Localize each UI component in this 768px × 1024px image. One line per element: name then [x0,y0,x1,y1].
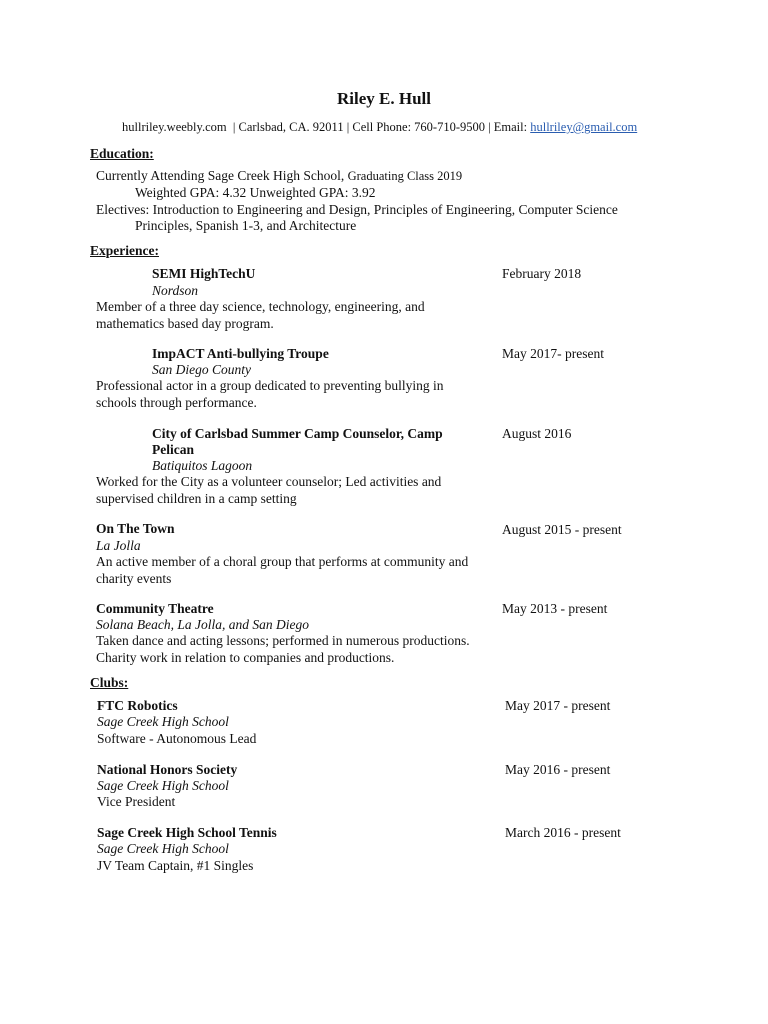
resume-name: Riley E. Hull [337,89,431,108]
education-electives-1: Electives: Introduction to Engineering and Design, Principles of Engineering, Computer Science [96,202,618,217]
phone-label: Cell Phone: [352,120,412,134]
experience-heading: Experience: [90,243,159,258]
experience-date: August 2016 [502,426,572,441]
experience-desc: Charity work in relation to companies and productions. [96,650,395,665]
experience-date: May 2013 - present [502,601,608,616]
club-title: National Honors Society [97,762,238,777]
experience-date: August 2015 - present [502,522,622,537]
experience-date: May 2017- present [502,346,604,361]
experience-desc: charity events [96,571,172,586]
education-electives-2: Principles, Spanish 1-3, and Architecture [135,218,357,233]
website-text: hullriley.weebly.com [122,120,227,134]
club-role: Vice President [97,794,176,809]
experience-title: SEMI HighTechU [152,266,256,281]
club-date: March 2016 - present [505,825,621,840]
email-label: Email: [493,120,528,134]
education-gpa: Weighted GPA: 4.32 Unweighted GPA: 3.92 [135,185,376,200]
experience-title: City of Carlsbad Summer Camp Counselor, Camp [152,426,443,441]
experience-desc: Member of a three day science, technology, engineering, and [96,299,425,314]
clubs-heading: Clubs: [90,675,129,690]
experience-title: On The Town [96,521,175,536]
experience-title: Community Theatre [96,601,214,616]
club-title: Sage Creek High School Tennis [97,825,277,840]
phone-text: 760-710-9500 [414,120,485,134]
education-school-text: Currently Attending Sage Creek High School, [96,168,345,183]
club-org: Sage Creek High School [97,841,229,856]
club-date: May 2016 - present [505,762,611,777]
location-text: Carlsbad, CA. 92011 [238,120,344,134]
experience-desc: Professional actor in a group dedicated to preventing bullying in [96,378,444,393]
contact-line: hullriley.weebly.com | Carlsbad, CA. 92011 | Cell Phone: 760-710-9500 | Email: hullriley@gmail.com [122,120,638,134]
education-school [96,168,462,185]
club-title: FTC Robotics [97,698,178,713]
education-class-text: Graduating Class 2019 [347,169,463,183]
experience-desc: mathematics based day program. [96,316,274,331]
experience-date: February 2018 [502,266,582,281]
club-org: Sage Creek High School [97,778,229,793]
experience-org: Nordson [152,283,199,298]
email-link[interactable]: hullriley@gmail.com [530,120,638,134]
experience-org: Solana Beach, La Jolla, and San Diego [96,617,309,632]
education-heading: Education: [90,146,154,161]
club-role: Software - Autonomous Lead [97,731,257,746]
experience-org: Batiquitos Lagoon [152,458,253,473]
club-role: JV Team Captain, #1 Singles [97,858,254,873]
experience-desc: supervised children in a camp setting [96,491,297,506]
experience-desc: An active member of a choral group that performs at community and [96,554,469,569]
experience-org: La Jolla [96,538,141,553]
club-date: May 2017 - present [505,698,611,713]
experience-desc: Taken dance and acting lessons; performed in numerous productions. [96,633,470,648]
experience-title: ImpACT Anti-bullying Troupe [152,346,329,361]
club-org: Sage Creek High School [97,714,229,729]
experience-desc: Worked for the City as a volunteer counselor; Led activities and [96,474,442,489]
experience-desc: schools through performance. [96,395,257,410]
experience-org: San Diego County [152,362,251,377]
experience-title-cont: Pelican [152,442,194,457]
